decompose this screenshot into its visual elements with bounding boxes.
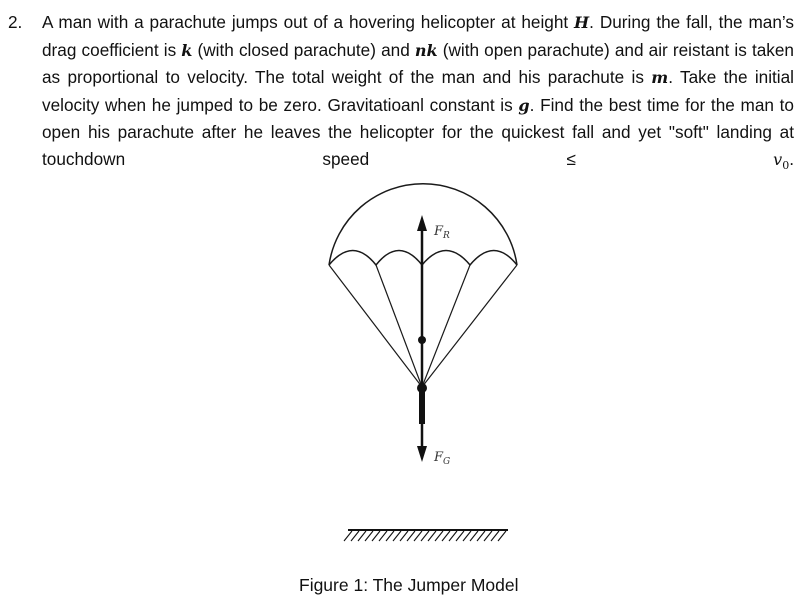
text-end: . bbox=[789, 148, 794, 169]
force-label-gravity-main: F bbox=[434, 450, 444, 465]
v0-base: v bbox=[773, 149, 783, 169]
suspension-line bbox=[422, 265, 517, 387]
text-segment: . Find the best time for the man to open his parachute after he leaves the helicopter for the quickest fall and yet "soft" landing at touchdown speed ≤ bbox=[42, 94, 794, 169]
math-k: k bbox=[181, 40, 193, 60]
v0-subscript: 0 bbox=[782, 158, 790, 172]
force-label-gravity-sub: G bbox=[443, 457, 451, 467]
text-segment: . During the fall, the man’s drag coefficient is bbox=[42, 12, 794, 60]
math-g: g bbox=[518, 95, 530, 115]
force-arrow-up bbox=[417, 215, 427, 231]
ground-hatching bbox=[344, 531, 506, 541]
midpoint-dot bbox=[418, 336, 426, 344]
math-H: H bbox=[574, 13, 590, 32]
force-arrow-down bbox=[417, 446, 427, 462]
math-nk: nk bbox=[414, 40, 438, 60]
force-label-drag-sub: R bbox=[443, 231, 450, 241]
text-segment: (with closed parachute) and bbox=[192, 39, 415, 60]
jumper-body bbox=[419, 388, 425, 424]
math-m: m bbox=[651, 68, 669, 87]
force-label-gravity bbox=[433, 450, 450, 467]
text-segment: A man with a parachute jumps out of a hovering helicopter at height bbox=[42, 12, 575, 32]
suspension-line bbox=[329, 265, 422, 387]
figure-caption: Figure 1: The Jumper Model bbox=[299, 575, 519, 595]
force-label-drag bbox=[433, 224, 450, 241]
ground bbox=[344, 530, 508, 541]
suspension-line bbox=[422, 265, 470, 387]
text-segment: . Take the initial velocity when he jumped to be zero. Gravitatioanl constant is bbox=[42, 67, 794, 115]
suspension-line bbox=[376, 265, 422, 387]
problem-number: 2. bbox=[8, 12, 23, 32]
force-label-drag-main: F bbox=[434, 224, 444, 239]
text-segment: (with open parachute) and air reistant is taken as proportional to velocity. The total weight of the man and his parachute is bbox=[42, 39, 794, 87]
